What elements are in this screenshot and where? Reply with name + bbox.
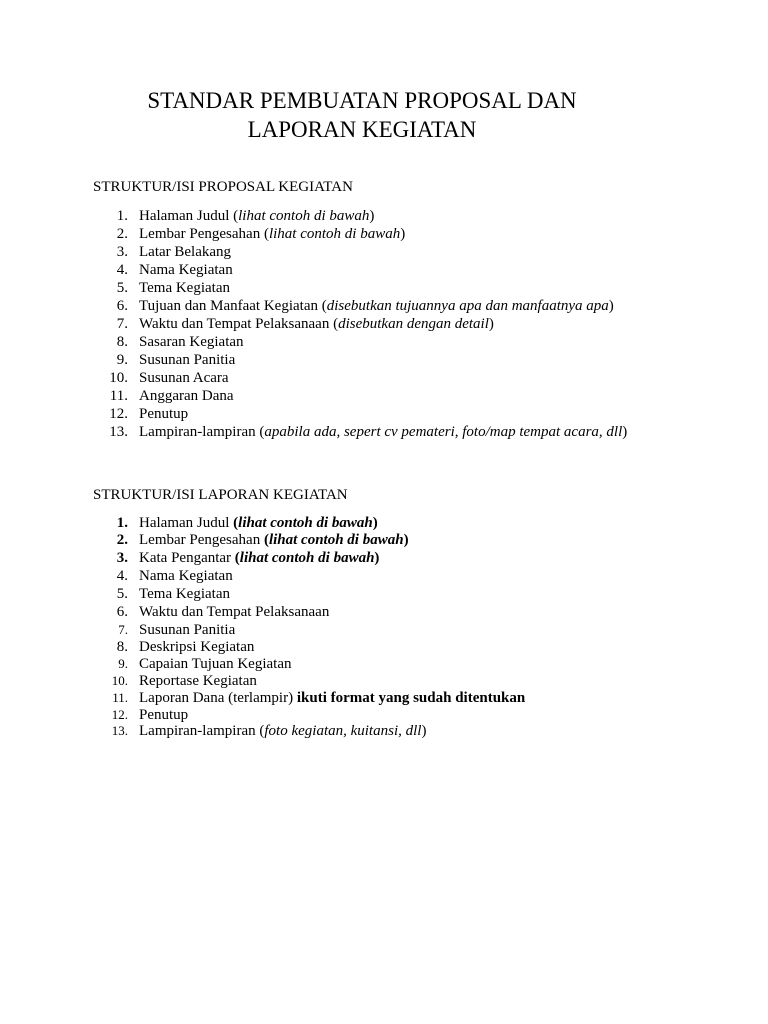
list-item-text-run: Sasaran Kegiatan — [139, 334, 244, 350]
list-item-text — [139, 351, 235, 369]
list-item-text — [139, 585, 230, 603]
list-item-number: 6. — [116, 298, 128, 314]
list-item-text-run: Lampiran-lampiran ( — [139, 723, 265, 739]
list-item-number: 11. — [109, 388, 128, 404]
list-item-text-run: Anggaran Dana — [139, 388, 234, 404]
list-item-text-run: Deskripsi Kegiatan — [139, 639, 255, 655]
list-item-number: 2. — [116, 532, 128, 548]
title-line-2: LAPORAN KEGIATAN — [247, 117, 477, 142]
list-item-text-run: Reportase Kegiatan — [139, 673, 257, 689]
list-item-text-run: ( — [263, 532, 269, 548]
list-item-text-run: Tema Kegiatan — [139, 586, 230, 602]
list-item-number: 8. — [116, 334, 128, 350]
list-item-text-run: ) — [608, 298, 614, 314]
list-item-number: 12. — [111, 707, 128, 722]
list-item-text — [139, 531, 409, 549]
list-item-text-run: Lembar Pengesahan — [139, 532, 264, 548]
list-item-text-run: ( — [233, 515, 239, 531]
list-item-text-run: Capaian Tujuan Kegiatan — [139, 656, 292, 672]
list-item-text — [139, 405, 188, 423]
list-item-text-run: ) — [403, 532, 409, 548]
list-item-text — [139, 261, 233, 279]
list-item-number: 7. — [116, 316, 128, 332]
list-item-text-run: disebutkan dengan detail — [338, 316, 489, 332]
list-item-number: 3. — [116, 244, 128, 260]
list-item-text-run: Susunan Acara — [139, 370, 229, 386]
list-item-text-run: ( — [234, 550, 240, 566]
list-item-number: 7. — [118, 622, 128, 637]
list-item-number: 10. — [109, 370, 128, 386]
list-item-text — [139, 672, 257, 690]
list-item-text — [139, 567, 233, 585]
list-item-text-run: Halaman Judul ( — [139, 208, 239, 224]
list-item-text-run: ) — [622, 424, 628, 440]
proposal-section-heading: STRUKTUR/ISI PROPOSAL KEGIATAN — [93, 179, 353, 195]
list-item-text-run: disebutkan tujuannya apa dan manfaatnya apa — [326, 298, 609, 314]
list-item-text-run: lihat contoh di bawah — [238, 208, 370, 224]
list-item-text-run: Latar Belakang — [139, 244, 232, 260]
list-item-text-run: ) — [372, 515, 378, 531]
list-item-text-run: Waktu dan Tempat Pelaksanaan ( — [139, 316, 339, 332]
list-item-number: 9. — [118, 656, 128, 671]
list-item-text — [139, 423, 627, 441]
list-item-text-run: Kata Pengantar — [139, 550, 235, 566]
list-item-number: 3. — [116, 550, 128, 566]
list-item-number: 4. — [116, 262, 128, 278]
list-item-text — [139, 514, 378, 532]
list-item-number: 9. — [116, 352, 128, 368]
list-item-text-run: Lembar Pengesahan ( — [139, 226, 269, 242]
list-item-number: 1. — [116, 208, 128, 224]
list-item-number: 4. — [116, 568, 128, 584]
list-item-text-run: ) — [369, 208, 375, 224]
list-item-number: 5. — [116, 586, 128, 602]
list-item-text-run: apabila ada, sepert cv pemateri, foto/map tempat acara, dll — [264, 424, 623, 440]
list-item-text-run: Tema Kegiatan — [139, 280, 230, 296]
list-item-text-run: Penutup — [139, 406, 189, 422]
list-item-text — [139, 689, 525, 707]
list-item-text-run: Susunan Panitia — [139, 622, 236, 638]
laporan-section-heading: STRUKTUR/ISI LAPORAN KEGIATAN — [93, 487, 348, 503]
list-item-text — [139, 722, 426, 740]
list-item-text — [139, 655, 291, 673]
list-item-text-run: Laporan Dana (terlampir) — [139, 690, 297, 706]
list-item-text-run: ) — [400, 226, 406, 242]
list-item-text-run: Susunan Panitia — [139, 352, 236, 368]
list-item-number: 12. — [109, 406, 128, 422]
list-item-text — [139, 333, 244, 351]
list-item-text-run: ikuti format yang sudah ditentukan — [296, 690, 526, 706]
list-item-text-run: Nama Kegiatan — [139, 262, 233, 278]
list-item-text-run: lihat contoh di bawah — [238, 515, 373, 531]
list-item-text — [139, 638, 254, 656]
list-item-text — [139, 243, 231, 261]
list-item-text — [139, 387, 234, 405]
list-item-text — [139, 369, 229, 387]
list-item-text-run: lihat contoh di bawah — [268, 226, 401, 242]
list-item-text — [139, 297, 614, 315]
list-item-number: 6. — [116, 604, 128, 620]
list-item-number: 13. — [109, 424, 128, 440]
list-item-text-run: Penutup — [139, 707, 189, 723]
list-item-text — [139, 549, 379, 567]
list-item-number: 1. — [116, 515, 128, 531]
list-item-number: 10. — [111, 673, 128, 688]
list-item-number: 5. — [116, 280, 128, 296]
title-line-1: STANDAR PEMBUATAN PROPOSAL DAN — [147, 88, 577, 113]
list-item-text-run: Waktu dan Tempat Pelaksanaan — [139, 604, 330, 620]
list-item-number: 11. — [112, 690, 128, 705]
list-item-text — [139, 225, 405, 243]
list-item-text-run: Lampiran-lampiran ( — [139, 424, 265, 440]
list-item-text — [139, 315, 494, 333]
list-item-text-run: ) — [488, 316, 494, 332]
list-item-text-run: Halaman Judul — [139, 515, 234, 531]
document-title — [0, 86, 724, 144]
list-item-number: 8. — [116, 639, 128, 655]
list-item-text-run: ) — [421, 723, 427, 739]
list-item-text-run: foto kegiatan, kuitansi, dll — [264, 723, 422, 739]
list-item-number: 2. — [116, 226, 128, 242]
list-item-text-run: lihat contoh di bawah — [268, 532, 404, 548]
list-item-text-run: ) — [374, 550, 380, 566]
list-item-number: 13. — [111, 723, 128, 738]
list-item-text — [139, 279, 230, 297]
list-item-text-run: lihat contoh di bawah — [239, 550, 375, 566]
list-item-text — [139, 603, 329, 621]
list-item-text-run: Nama Kegiatan — [139, 568, 233, 584]
list-item-text-run: Tujuan dan Manfaat Kegiatan ( — [139, 298, 327, 314]
list-item-text — [139, 207, 374, 225]
list-item-text — [139, 621, 235, 639]
